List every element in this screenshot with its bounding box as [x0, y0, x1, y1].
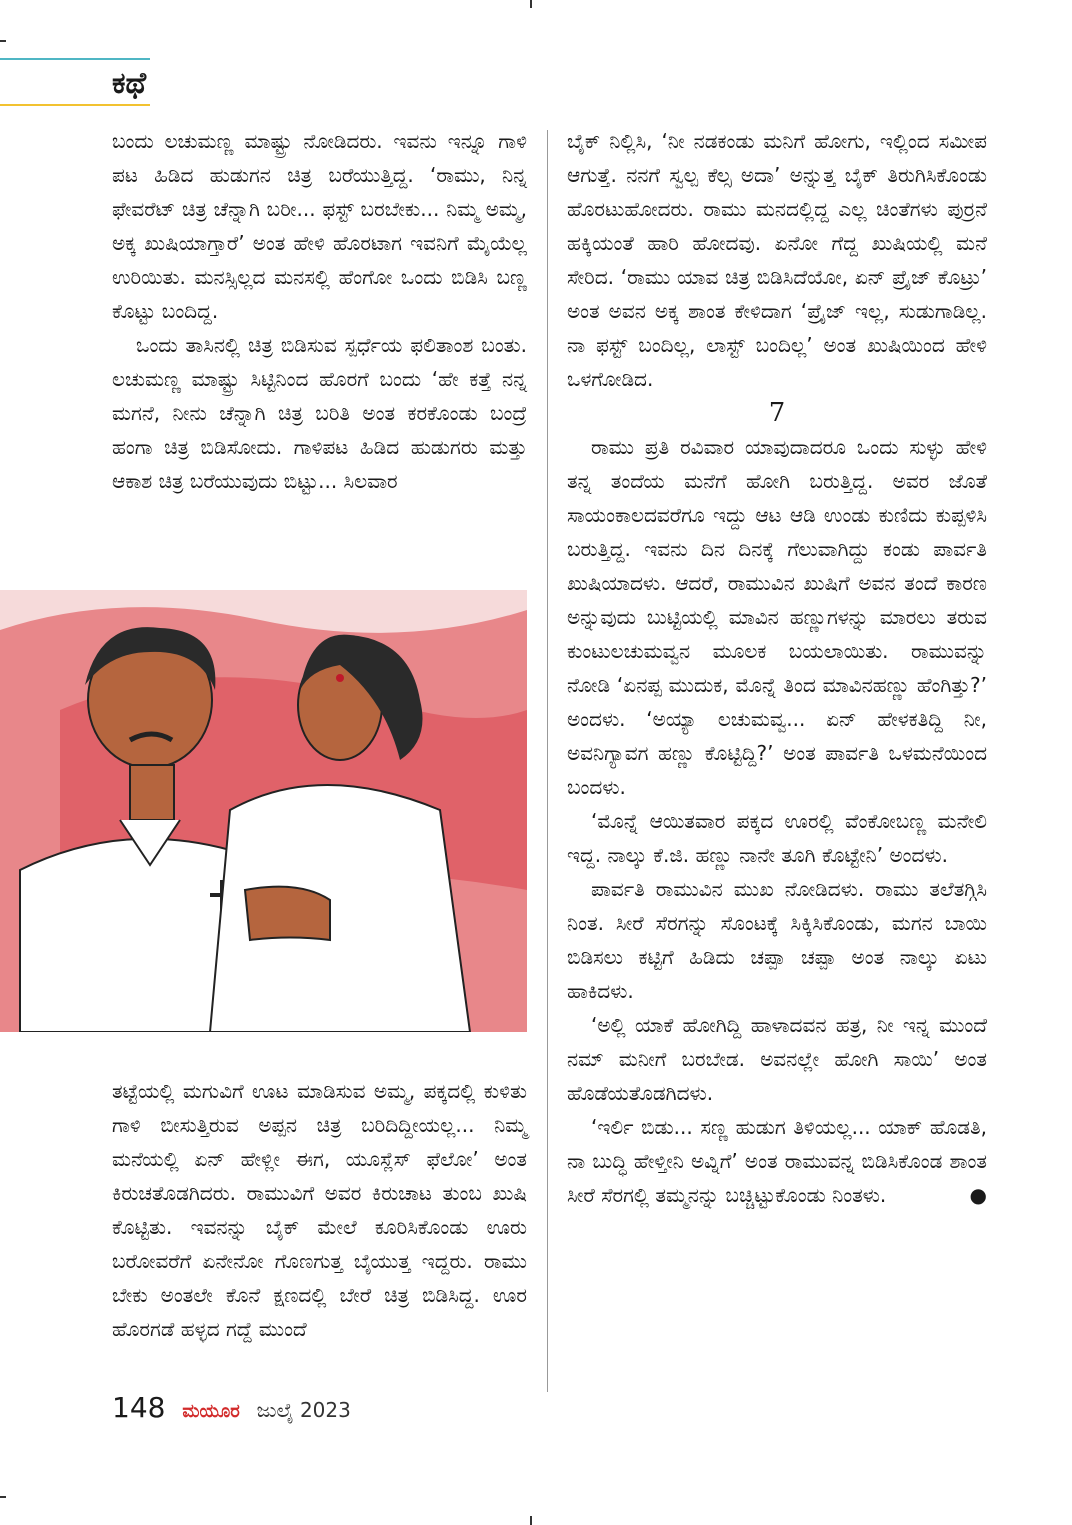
crop-mark-top-left: [0, 40, 6, 42]
paragraph: ಬಂದು ಲಚುಮಣ್ಣ ಮಾಷ್ಟ್ರು ನೋಡಿದರು. ಇವನು ಇನ್ನೂ ಗಾಳಿ ಪಟ ಹಿಡಿದ ಹುಡುಗನ ಚಿತ್ರ ಬರೆಯುತ್ತಿದ್ದ. ‘ರಾಮು, ನಿನ್ನ ಫೇವರೆಟ್ ಚಿತ್ರ ಚೆನ್ನಾಗಿ ಬರೀ... ಫಸ್ಟ್ ಬರಬೇಕು... ನಿಮ್ಮ ಅಮ್ಮ, ಅಕ್ಕ ಖುಷಿಯಾಗ್ತಾರೆ’ ಅಂತ ಹೇಳಿ ಹೊರಟಾಗ ಇವನಿಗೆ ಮೈಯೆಲ್ಲ ಉರಿಯಿತು. ಮನಸ್ಸಿಲ್ಲದ ಮನಸಲ್ಲಿ ಹೆಂಗೋ ಒಂದು ಬಿಡಿಸಿ ಬಣ್ಣ ಕೊಟ್ಟು ಬಂದಿದ್ದ.: [112, 129, 527, 323]
magazine-logo: ಮಯೂರ: [182, 1401, 240, 1422]
woman-arm: [245, 887, 330, 940]
story-illustration: [0, 590, 527, 1032]
page-number: 148: [112, 1391, 166, 1424]
paragraph: ಪಾರ್ವತಿ ರಾಮುವಿನ ಮುಖ ನೋಡಿದಳು. ರಾಮು ತಲೆತಗ್ಗಿಸಿ ನಿಂತ. ಸೀರೆ ಸೆರಗನ್ನು ಸೊಂಟಕ್ಕೆ ಸಿಕ್ಕಿಸಿಕೊಂಡು, ಮಗನ ಬಾಯಿ ಬಿಡಿಸಲು ಕಟ್ಟಿಗೆ ಹಿಡಿದು ಚಪ್ಪಾ ಚಪ್ಪಾ ಅಂತ ನಾಲ್ಕು ಏಟು ಹಾಕಿದಳು.: [567, 877, 987, 1003]
column-divider: [547, 130, 548, 1392]
header-rule-teal: [0, 58, 150, 60]
end-of-story-mark: ●: [969, 1183, 987, 1207]
paragraph-text: ‘ಇರ್ಲಿ ಬಿಡು... ಸಣ್ಣ ಹುಡುಗ ತಿಳಿಯಲ್ಲ... ಯಾಕ್ ಹೊಡತಿ, ನಾ ಬುದ್ಧಿ ಹೇಳ್ತೀನಿ ಅವ್ನಿಗೆ’ ಅಂತ ರಾಮುವನ್ನ ಬಿಡಿಸಿಕೊಂಡ ಶಾಂತ ಸೀರೆ ಸೆರಗಲ್ಲಿ ತಮ್ಮನನ್ನು ಬಚ್ಚಿಟ್ಟುಕೊಂಡು ನಿಂತಳು.: [567, 1115, 987, 1207]
man-neck: [130, 765, 174, 820]
man-shirt: [20, 839, 230, 1032]
paragraph: ಒಂದು ತಾಸಿನಲ್ಲಿ ಚಿತ್ರ ಬಿಡಿಸುವ ಸ್ಪರ್ಧೆಯ ಫಲಿತಾಂಶ ಬಂತು. ಲಚುಮಣ್ಣ ಮಾಷ್ಟ್ರು ಸಿಟ್ಟಿನಿಂದ ಹೊರಗೆ ಬಂದು ‘ಹೇ ಕತ್ತೆ ನನ್ನ ಮಗನೆ, ನೀನು ಚೆನ್ನಾಗಿ ಚಿತ್ರ ಬರಿತಿ ಅಂತ ಕರಕೊಂಡು ಬಂದ್ರೆ ಹಂಗಾ ಚಿತ್ರ ಬಿಡಿಸೋದು. ಗಾಳಿಪಟ ಹಿಡಿದ ಹುಡುಗರು ಮತ್ತು ಆಕಾಶ ಚಿತ್ರ ಬರೆಯುವುದು ಬಿಟ್ಟು... ಸಿಲವಾರ: [112, 333, 527, 493]
paragraph-last: [567, 1110, 987, 1212]
right-column: [567, 124, 987, 1212]
page-footer: [112, 1390, 351, 1430]
chapter-number: 7: [768, 398, 786, 428]
header-rule-yellow: [0, 104, 150, 106]
issue-date: ಜುಲೈ 2023: [256, 1398, 351, 1422]
paragraph: ಬೈಕ್ ನಿಲ್ಲಿಸಿ, ‘ನೀ ನಡಕಂಡು ಮನಿಗೆ ಹೋಗು, ಇಲ್ಲಿಂದ ಸಮೀಪ ಆಗುತ್ತೆ. ನನಗೆ ಸ್ವಲ್ಪ ಕೆಲ್ಸ ಅದಾ’ ಅನ್ನುತ್ತ ಬೈಕ್ ತಿರುಗಿಸಿಕೊಂಡು ಹೊರಟುಹೋದರು. ರಾಮು ಮನದಲ್ಲಿದ್ದ ಎಲ್ಲ ಚಿಂತೆಗಳು ಪುರ್ರನೆ ಹಕ್ಕಿಯಂತೆ ಹಾರಿ ಹೋದವು. ಏನೋ ಗೆದ್ದ ಖುಷಿಯಲ್ಲಿ ಮನೆ ಸೇರಿದ. ‘ರಾಮು ಯಾವ ಚಿತ್ರ ಬಿಡಿಸಿದೆಯೋ, ಏನ್ ಪ್ರೈಜ್ ಕೊಟ್ರು’ ಅಂತ ಅವನ ಅಕ್ಕ ಶಾಂತ ಕೇಳಿದಾಗ ‘ಪ್ರೈಜ್ ಇಲ್ಲ, ಸುಡುಗಾಡಿಲ್ಲ. ನಾ ಫಸ್ಟ್ ಬಂದಿಲ್ಲ, ಲಾಸ್ಟ್ ಬಂದಿಲ್ಲ’ ಅಂತ ಖುಷಿಯಿಂದ ಹೇಳಿ ಒಳಗೋಡಿದ.: [567, 129, 987, 391]
paragraph: ‘ಮೊನ್ನೆ ಆಯಿತವಾರ ಪಕ್ಕದ ಊರಲ್ಲಿ ವೆಂಕೋಬಣ್ಣ ಮನೇಲಿ ಇದ್ದ. ನಾಲ್ಕು ಕೆ.ಜಿ. ಹಣ್ಣು ನಾನೇ ತೂಗಿ ಕೊಟ್ಟೇನಿ’ ಅಂದಳು.: [567, 809, 987, 867]
left-column-top: [112, 124, 527, 498]
crop-mark-bottom-left: [0, 1496, 6, 1498]
paragraph: ‘ಅಲ್ಲಿ ಯಾಕೆ ಹೋಗಿದ್ದಿ ಹಾಳಾದವನ ಹತ್ರ, ನೀ ಇನ್ನ ಮುಂದೆ ನಮ್ ಮನೀಗೆ ಬರಬೇಡ. ಅವನಲ್ಲೇ ಹೋಗಿ ಸಾಯಿ’ ಅಂತ ಹೊಡೆಯತೊಡಗಿದಳು.: [567, 1013, 987, 1105]
crop-mark-top-center: [530, 0, 532, 8]
crop-mark-bottom-center: [530, 1516, 532, 1525]
left-column-bottom: [112, 1074, 527, 1346]
paragraph: ತಟ್ಟೆಯಲ್ಲಿ ಮಗುವಿಗೆ ಊಟ ಮಾಡಿಸುವ ಅಮ್ಮ, ಪಕ್ಕದಲ್ಲಿ ಕುಳಿತು ಗಾಳಿ ಬೀಸುತ್ತಿರುವ ಅಪ್ಪನ ಚಿತ್ರ ಬರಿದಿದ್ದೀಯಲ್ಲ... ನಿಮ್ಮ ಮನೆಯಲ್ಲಿ ಏನ್ ಹೇಳ್ಲೀ ಈಗ, ಯೂಸ್ಲೆಸ್ ಫೆಲೋ’ ಅಂತ ಕಿರುಚತೊಡಗಿದರು. ರಾಮುವಿಗೆ ಅವರ ಕಿರುಚಾಟ ತುಂಬ ಖುಷಿ ಕೊಟ್ಟಿತು. ಇವನನ್ನು ಬೈಕ್ ಮೇಲೆ ಕೂರಿಸಿಕೊಂಡು ಊರು ಬರೋವರೆಗೆ ಏನೇನೋ ಗೊಣಗುತ್ತ ಬೈಯುತ್ತ ಇದ್ದರು. ರಾಮು ಬೇಕು ಅಂತಲೇ ಕೊನೆ ಕ್ಷಣದಲ್ಲಿ ಬೇರೆ ಚಿತ್ರ ಬಿಡಿಸಿದ್ದ. ಊರ ಹೊರಗಡೆ ಹಳ್ಳದ ಗದ್ದೆ ಮುಂದೆ: [112, 1079, 527, 1341]
woman-bindi: [336, 674, 344, 682]
paragraph: ರಾಮು ಪ್ರತಿ ರವಿವಾರ ಯಾವುದಾದರೂ ಒಂದು ಸುಳ್ಳು ಹೇಳಿ ತನ್ನ ತಂದೆಯ ಮನೆಗೆ ಹೋಗಿ ಬರುತ್ತಿದ್ದ. ಅವರ ಜೊತೆ ಸಾಯಂಕಾಲದವರೆಗೂ ಇದ್ದು ಆಟ ಆಡಿ ಉಂಡು ಕುಣಿದು ಕುಪ್ಪಳಿಸಿ ಬರುತ್ತಿದ್ದ. ಇವನು ದಿನ ದಿನಕ್ಕೆ ಗೆಲುವಾಗಿದ್ದು ಕಂಡು ಪಾರ್ವತಿ ಖುಷಿಯಾದಳು. ಆದರೆ, ರಾಮುವಿನ ಖುಷಿಗೆ ಅವನ ತಂದೆ ಕಾರಣ ಅನ್ನುವುದು ಬುಟ್ಟಿಯಲ್ಲಿ ಮಾವಿನ ಹಣ್ಣುಗಳನ್ನು ಮಾರಲು ತರುವ ಕುಂಟುಲಚುಮವ್ವನ ಮೂಲಕ ಬಯಲಾಯಿತು. ರಾಮುವನ್ನು ನೋಡಿ ‘ಏನಪ್ಪ ಮುದುಕ, ಮೊನ್ನೆ ತಿಂದ ಮಾವಿನಹಣ್ಣು ಹೆಂಗಿತ್ತು?’ ಅಂದಳು. ‘ಅಯ್ಯಾ ಲಚುಮವ್ವ... ಏನ್ ಹೇಳಕತಿದ್ದಿ ನೀ, ಅವನಿಗ್ಯಾವಗ ಹಣ್ಣು ಕೊಟ್ಟಿದ್ದಿ?’ ಅಂತ ಪಾರ್ವತಿ ಒಳಮನೆಯಿಂದ ಬಂದಳು.: [567, 435, 987, 799]
section-title: ಕಥೆ: [112, 66, 147, 101]
